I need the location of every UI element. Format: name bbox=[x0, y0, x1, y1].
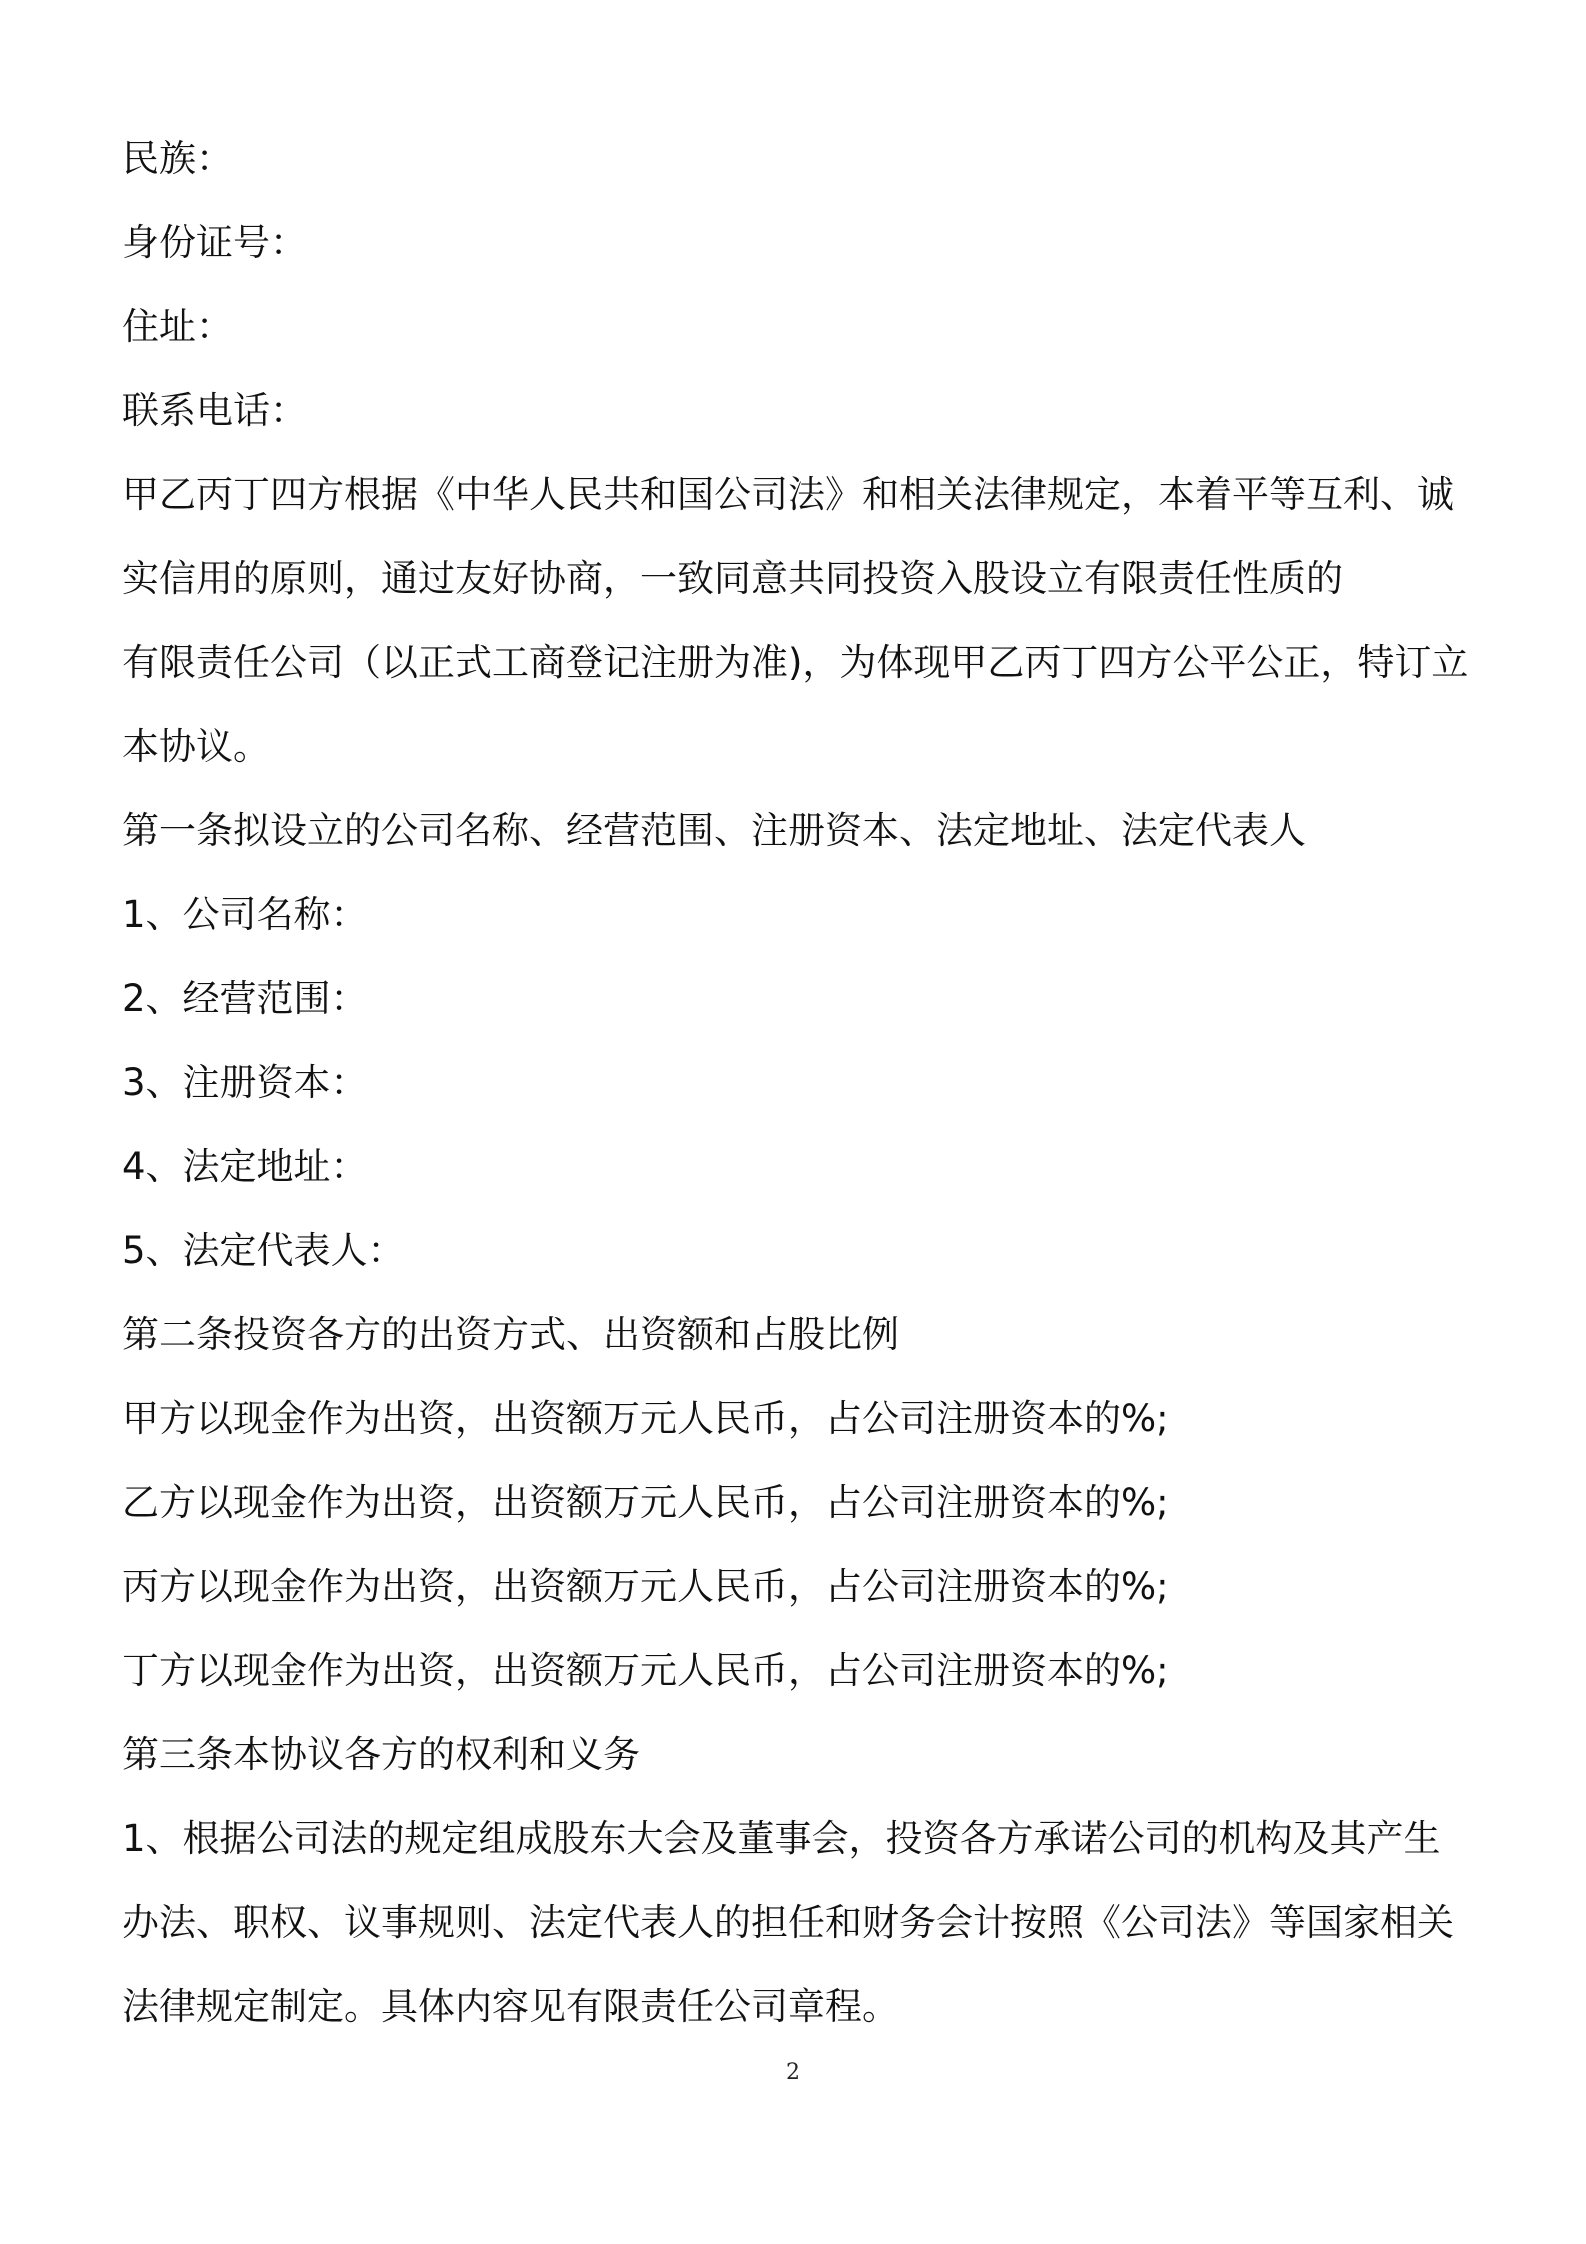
document-body bbox=[122, 117, 1482, 2049]
article-2-party-d: 丁方以现金作为出资，出资额万元人民币，占公司注册资本的%; bbox=[122, 1649, 1169, 1692]
article-2-party-b: 乙方以现金作为出资，出资额万元人民币，占公司注册资本的%; bbox=[122, 1481, 1169, 1524]
field-phone: 联系电话： bbox=[122, 389, 307, 432]
article-3-item-1-line-2: 办法、职权、议事规则、法定代表人的担任和财务会计按照《公司法》等国家相关 bbox=[122, 1901, 1454, 1944]
preamble-line-1: 甲乙丙丁四方根据《中华人民共和国公司法》和相关法律规定，本着平等互利、诚 bbox=[122, 473, 1454, 516]
article-3-item-1-line-3: 法律规定制定。具体内容见有限责任公司章程。 bbox=[122, 1985, 899, 2028]
article-1-item-company-name: 1、公司名称： bbox=[122, 893, 368, 936]
article-1-item-legal-address: 4、法定地址： bbox=[122, 1145, 368, 1188]
article-3-heading: 第三条本协议各方的权利和义务 bbox=[122, 1733, 640, 1776]
article-3-item-1-line-1: 1、根据公司法的规定组成股东大会及董事会，投资各方承诺公司的机构及其产生 bbox=[122, 1817, 1441, 1860]
article-1-item-legal-representative: 5、法定代表人： bbox=[122, 1229, 405, 1272]
article-2-party-a: 甲方以现金作为出资，出资额万元人民币，占公司注册资本的%; bbox=[122, 1397, 1169, 1440]
article-1-heading: 第一条拟设立的公司名称、经营范围、注册资本、法定地址、法定代表人 bbox=[122, 809, 1306, 852]
field-address: 住址： bbox=[122, 305, 233, 348]
article-2-heading: 第二条投资各方的出资方式、出资额和占股比例 bbox=[122, 1313, 899, 1356]
article-2-party-c: 丙方以现金作为出资，出资额万元人民币，占公司注册资本的%; bbox=[122, 1565, 1169, 1608]
field-id-number: 身份证号： bbox=[122, 221, 307, 264]
article-1-item-registered-capital: 3、注册资本： bbox=[122, 1061, 368, 1104]
article-1-item-business-scope: 2、经营范围： bbox=[122, 977, 368, 1020]
preamble-line-4: 本协议。 bbox=[122, 725, 270, 768]
page-number: 2 bbox=[786, 2060, 800, 2085]
preamble-line-2: 实信用的原则，通过友好协商，一致同意共同投资入股设立有限责任性质的 bbox=[122, 557, 1343, 600]
field-ethnicity: 民族： bbox=[122, 137, 233, 180]
preamble-line-3: 有限责任公司（以正式工商登记注册为准)，为体现甲乙丙丁四方公平公正，特订立 bbox=[122, 641, 1469, 684]
